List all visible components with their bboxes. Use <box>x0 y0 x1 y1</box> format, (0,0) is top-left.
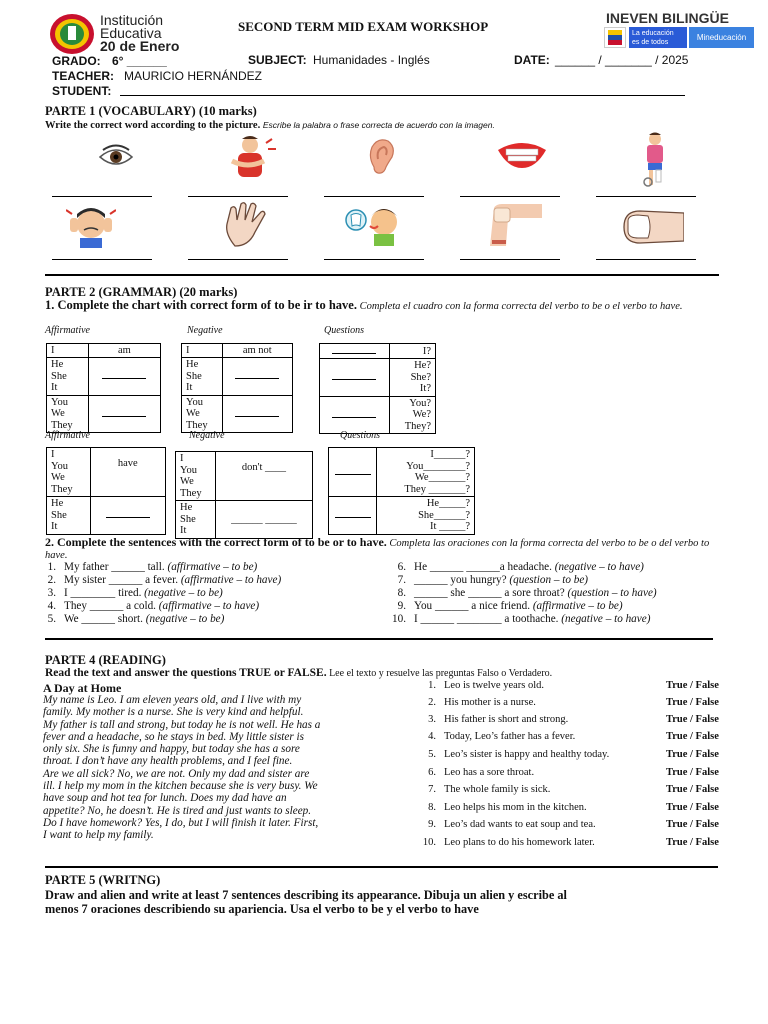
tobe-questions-table <box>319 343 436 434</box>
sentence-item[interactable]: 8. ______ she ______ a sore throat? (question – to have) <box>397 587 657 599</box>
answer-blank[interactable] <box>335 509 371 518</box>
tf-question: 3. His father is short and strong. True / False <box>428 714 719 725</box>
have-questions-table <box>328 447 475 535</box>
vocab-answer-line[interactable] <box>460 196 560 197</box>
verb-cell[interactable]: ______ ______ <box>215 501 312 539</box>
question-cell: I? <box>389 344 435 359</box>
answer-blank[interactable] <box>332 371 376 380</box>
part1-instruction-en: Write the correct word according to the picture. <box>45 120 261 131</box>
vocab-answer-line[interactable] <box>460 259 560 260</box>
sentence-item[interactable]: 2. My sister ______ a fever. (affirmative – to have) <box>47 574 282 586</box>
question-cell: You? <box>409 397 431 409</box>
true-false-choice[interactable]: True / False <box>666 680 719 691</box>
part2-title: PARTE 2 (GRAMMAR) (20 marks) <box>45 285 238 299</box>
sentences-left <box>34 561 281 626</box>
brand-name: INEVEN BILINGÜE <box>606 10 729 26</box>
part5-title: PARTE 5 (WRITNG) <box>45 873 161 887</box>
part1-instruction-es: Escribe la palabra o frase correcta de acuerdo con la imagen. <box>262 120 495 130</box>
teacher-value: MAURICIO HERNÁNDEZ <box>124 69 263 83</box>
subject-label: SUBJECT: <box>248 53 307 67</box>
logo-line2: Educativa <box>100 25 162 41</box>
question-cell: They _______? <box>404 483 470 495</box>
part1-instruction <box>45 120 495 131</box>
true-false-choice[interactable]: True / False <box>666 697 719 708</box>
vocab-answer-line[interactable] <box>52 259 152 260</box>
section-divider <box>45 638 713 640</box>
pronoun-cell: I <box>180 453 184 464</box>
answer-blank[interactable] <box>106 509 150 518</box>
story-line: appetite? No, he doesn’t. He is tired and just wants to sleep. <box>43 804 312 817</box>
story-line: only six. She is funny and happy, but today she has a sore <box>43 743 300 756</box>
grado-label: GRADO: <box>52 54 101 68</box>
pronoun-cell: She <box>186 370 202 382</box>
part4-instruction-es: Lee el texto y resuelve las preguntas Falso o Verdadero. <box>329 668 553 679</box>
pronoun-cell: She <box>51 509 67 521</box>
part2-q1 <box>45 299 725 313</box>
part5-line1: Draw and alien and write at least 7 sentences describing its appearance. Dibuja un alien y escribe al <box>45 888 567 902</box>
pronoun-cell: You <box>180 464 198 476</box>
reading-text <box>43 694 393 842</box>
story-line: My name is Leo. I am eleven years old, and I live with my <box>43 694 302 706</box>
tf-question: 7. The whole family is sick. True / False <box>428 784 719 795</box>
question-cell: He_____? <box>426 498 470 509</box>
part4-instruction <box>45 667 552 679</box>
question-cell: You________? <box>406 460 470 472</box>
logo-line3: 20 de Enero <box>100 38 180 54</box>
verb-cell: am <box>88 344 160 358</box>
vocab-answer-line[interactable] <box>596 259 696 260</box>
question-cell: I______? <box>430 449 470 460</box>
vocab-answer-line[interactable] <box>188 196 288 197</box>
eye-icon <box>98 143 134 174</box>
sentence-item[interactable]: 9. You ______ a nice friend. (affirmative – to be) <box>397 600 623 612</box>
part4-instruction-en: Read the text and answer the questions TRUE or FALSE. <box>45 667 327 679</box>
tf-question: 8. Leo helps his mom in the kitchen. True / False <box>428 802 719 813</box>
pronoun-cell: He <box>180 502 193 513</box>
injured-leg-icon <box>640 132 670 191</box>
section-divider <box>45 866 718 868</box>
part1-title: PARTE 1 (VOCABULARY) (10 marks) <box>45 104 257 118</box>
label-negative: Negative <box>187 325 223 336</box>
pronoun-cell: I <box>51 449 55 460</box>
label-negative: Negative <box>189 430 225 441</box>
pronoun-cell: It <box>51 521 58 532</box>
pronoun-cell: They <box>51 419 73 431</box>
pronoun-cell: We <box>51 408 65 419</box>
part2-q2 <box>45 536 725 562</box>
pronoun-cell: I <box>182 344 223 358</box>
true-false-choice[interactable]: True / False <box>666 784 719 795</box>
label-questions: Questions <box>340 430 380 441</box>
true-false-choice[interactable]: True / False <box>666 819 719 830</box>
student-label: STUDENT: <box>52 84 112 98</box>
true-false-choice[interactable]: True / False <box>666 802 719 813</box>
true-false-choice[interactable]: True / False <box>666 767 719 778</box>
vocab-answer-line[interactable] <box>596 196 696 197</box>
school-logo <box>48 12 188 56</box>
part5-line2: menos 7 oraciones describiendo su apariencia. Usa el verbo to be y el verbo to have <box>45 902 479 916</box>
pronoun-cell: He <box>51 498 64 509</box>
answer-blank[interactable] <box>235 408 279 417</box>
tf-question: 5. Leo’s sister is happy and healthy today. True / False <box>428 749 719 760</box>
pronoun-cell: She <box>180 513 196 525</box>
drawing-area[interactable] <box>45 922 723 1018</box>
pronoun-cell: They <box>180 487 202 499</box>
tf-question: 1. Leo is twelve years old. True / False <box>428 680 719 691</box>
gov-text1: La educación <box>632 30 674 37</box>
tf-question: 4. Today, Leo’s father has a fever. True / False <box>428 731 719 742</box>
grado-value: 6° ______ <box>112 54 167 68</box>
story-line: throat. I don’t have any health problems, and I feel fine. <box>43 755 293 768</box>
pronoun-cell: You <box>51 460 69 472</box>
section-divider <box>45 274 719 276</box>
school-crest-icon <box>48 12 96 56</box>
colombia-shield-icon <box>604 27 626 48</box>
gov-text3: Mineducación <box>689 27 754 48</box>
question-cell: It _____? <box>430 521 470 532</box>
sentence-item[interactable]: 4. They ______ a cold. (affirmative – to have) <box>47 600 260 612</box>
pronoun-cell: It <box>51 382 58 393</box>
answer-blank[interactable] <box>335 466 371 475</box>
label-affirmative: Affirmative <box>45 430 90 441</box>
tobe-negative-table <box>181 343 293 433</box>
sentence-item[interactable]: 5. We ______ short. (negative – to be) <box>47 613 225 625</box>
student-name-line[interactable] <box>120 95 685 96</box>
finger-icon <box>618 207 684 250</box>
tobe-affirmative-table <box>46 343 161 433</box>
pronoun-cell: It <box>180 525 187 536</box>
teacher-label: TEACHER: <box>52 69 114 83</box>
vocab-answer-line[interactable] <box>188 259 288 260</box>
pronoun-cell: They <box>51 483 73 495</box>
pronoun-cell: We <box>51 472 65 483</box>
pronoun-cell: It <box>186 382 193 393</box>
question-cell: They? <box>404 420 431 432</box>
vocab-answer-line[interactable] <box>324 259 424 260</box>
answer-blank[interactable] <box>332 345 376 354</box>
tf-question: 6. Leo has a sore throat. True / False <box>428 767 719 778</box>
answer-blank[interactable] <box>102 408 146 417</box>
pronoun-cell: He <box>186 359 199 370</box>
pronoun-cell: We <box>180 476 194 487</box>
label-affirmative: Affirmative <box>45 325 90 336</box>
toothache-icon <box>344 204 404 249</box>
question-cell: It? <box>419 383 431 394</box>
question-cell: She? <box>410 371 431 383</box>
story-line: family. My mother is a nurse. She is very kind and helpful. <box>43 706 304 719</box>
pronoun-cell: You <box>51 396 69 408</box>
pronoun-cell: He <box>51 359 64 370</box>
sentence-item[interactable]: 7. ______ you hungry? (question – to be) <box>397 574 589 586</box>
sentence-item[interactable]: 10. I ______ ________ a toothache. (negative – to have) <box>392 613 651 625</box>
sentence-item[interactable]: 1. My father ______ tall. (affirmative – to be) <box>47 561 258 573</box>
answer-blank[interactable] <box>332 409 376 418</box>
sentences-right <box>384 561 657 626</box>
tf-question: 2. His mother is a nurse. True / False <box>428 697 719 708</box>
story-line: Are we all sick? No, we are not. Only my dad and sister are <box>43 767 310 780</box>
question-cell: We? <box>412 409 431 420</box>
question-cell: We_______? <box>414 472 470 483</box>
teeth-icon <box>496 140 548 171</box>
gov-banner <box>604 27 754 48</box>
ear-icon <box>366 137 396 178</box>
story-line: My father is tall and strong, but today he is not well. He has a <box>43 718 321 731</box>
tf-question: 10. Leo plans to do his homework later. True / False <box>422 837 719 848</box>
story-line: ill. I help my mom in the kitchen because she is very busy. We <box>43 780 318 793</box>
story-line: Do I have homework? Yes, I do, but I will finish it later. First, <box>43 816 319 829</box>
verb-cell[interactable]: don't ____ <box>215 452 312 501</box>
answer-blank[interactable] <box>235 370 279 379</box>
part2-q2-en: 2. Complete the sentences with the correct form of to be or to have. <box>45 535 387 549</box>
pronoun-cell: You <box>186 396 204 408</box>
tf-question: 9. Leo’s dad wants to eat soup and tea. True / False <box>428 819 719 830</box>
part2-q2-es: Completa las oraciones con la forma correcta del verbo to be o del verbo to have. <box>45 538 710 561</box>
knee-icon <box>486 202 556 249</box>
hand-icon <box>221 200 273 251</box>
pronoun-cell: I <box>47 344 89 358</box>
true-false-choice[interactable]: True / False <box>666 731 719 742</box>
logo-line1: Institución <box>100 12 164 28</box>
gov-text2: es de todos <box>632 39 669 46</box>
sentence-item[interactable]: 6. He ______ ______a headache. (negative – to have) <box>397 561 644 573</box>
stomachache-icon <box>218 135 280 184</box>
verb-cell: am not <box>222 344 292 358</box>
answer-blank[interactable] <box>102 370 146 379</box>
vocab-answer-line[interactable] <box>324 196 424 197</box>
part2-q1-en: 1. Complete the chart with correct form of to be ir to have. <box>45 298 357 312</box>
question-cell: She______? <box>418 509 470 521</box>
part2-q1-es: Completa el cuadro con la forma correcta del verbo to be o el verbo to have. <box>359 301 683 312</box>
headache-icon <box>66 204 116 251</box>
date-value: ______ / _______ / 2025 <box>555 53 689 67</box>
label-questions: Questions <box>324 325 364 336</box>
story-line: have soup and hot tea for lunch. Does my dad have an <box>43 792 287 805</box>
sentence-item[interactable]: 3. I ________ tired. (negative – to be) <box>47 587 223 599</box>
true-false-choice[interactable]: True / False <box>666 837 719 848</box>
have-affirmative-table <box>46 447 166 535</box>
true-false-choice[interactable]: True / False <box>666 714 719 725</box>
story-line: fever and a headache, so he stays in bed. My little sister is <box>43 730 304 743</box>
story-line: I want to help my family. <box>43 829 154 842</box>
pronoun-cell: She <box>51 370 67 382</box>
verb-cell: have <box>90 448 165 497</box>
have-negative-table <box>175 451 313 539</box>
true-false-choice[interactable]: True / False <box>666 749 719 760</box>
date-label: DATE: <box>514 53 550 67</box>
page-title: SECOND TERM MID EXAM WORKSHOP <box>238 19 489 34</box>
story-title: A Day at Home <box>43 681 122 695</box>
pronoun-cell: We <box>186 408 200 419</box>
part4-title: PARTE 4 (READING) <box>45 653 166 667</box>
question-cell: He? <box>414 360 431 371</box>
vocab-answer-line[interactable] <box>52 196 152 197</box>
subject-value: Humanidades - Inglés <box>313 53 430 67</box>
pronoun-cell: They <box>186 419 208 431</box>
